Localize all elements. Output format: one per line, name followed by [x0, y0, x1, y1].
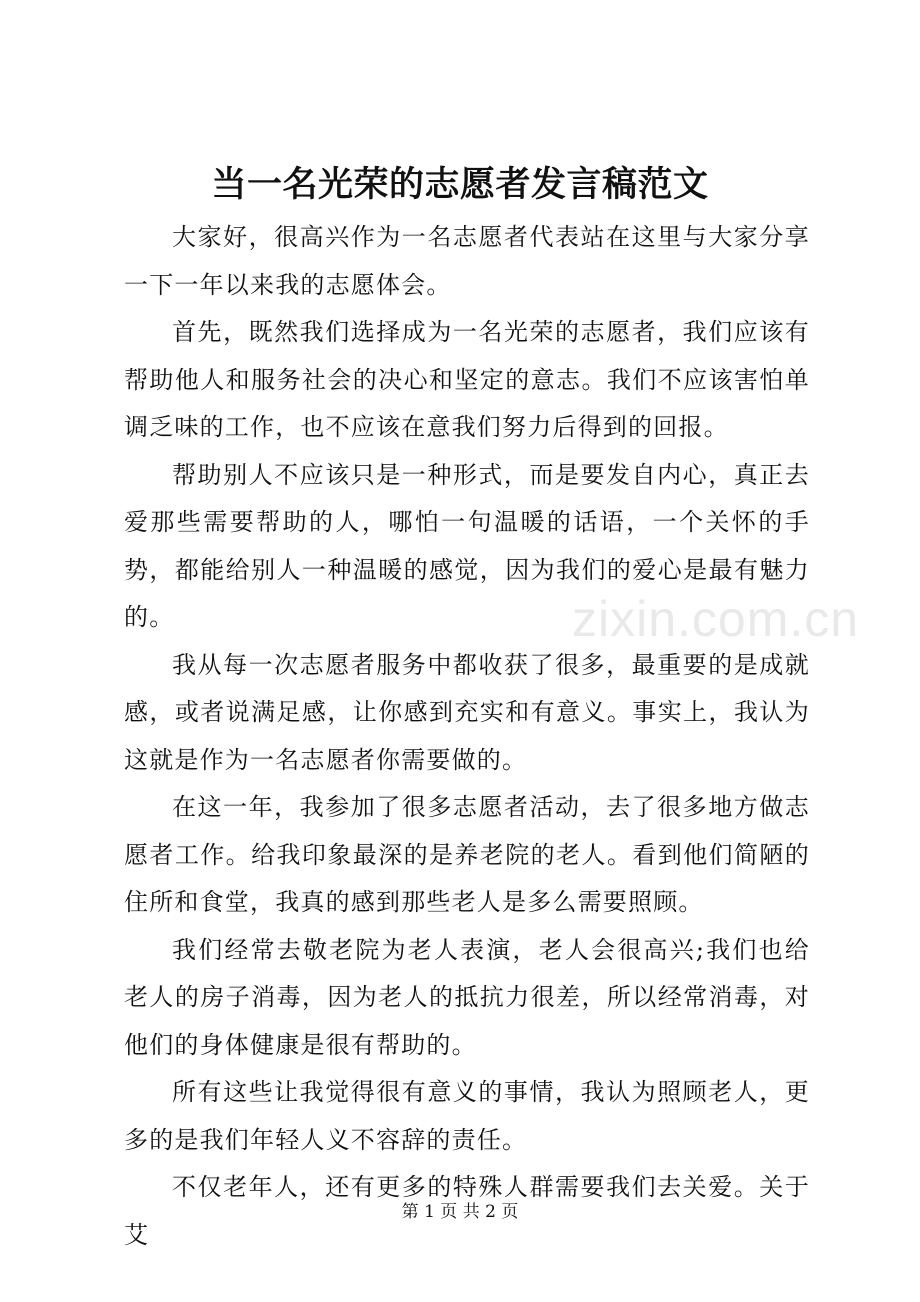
paragraph: 所有这些让我觉得很有意义的事情，我认为照顾老人，更多的是我们年轻人义不容辞的责任。	[124, 1078, 810, 1154]
page-footer: 第 1 页 共 2 页	[401, 1202, 519, 1222]
paragraph: 我从每一次志愿者服务中都收获了很多，最重要的是成就感，或者说满足感，让你感到充实和有意义。事实上，我认为这就是作为一名志愿者你需要做的。	[124, 650, 810, 774]
paragraph: 帮助别人不应该只是一种形式，而是要发自内心，真正去爱那些需要帮助的人，哪怕一句温暖的话语，一个关怀的手势，都能给别人一种温暖的感觉，因为我们的爱心是最有魅力的。	[124, 460, 810, 631]
paragraph: 首先，既然我们选择成为一名光荣的志愿者，我们应该有帮助他人和服务社会的决心和坚定的意志。我们不应该害怕单调乏味的工作，也不应该在意我们努力后得到的回报。	[124, 318, 810, 441]
watermark: zixin.com.cn	[572, 591, 860, 647]
paragraph: 我们经常去敬老院为老人表演，老人会很高兴;我们也给老人的房子消毒，因为老人的抵抗力很差，所以经常消毒，对他们的身体健康是很有帮助的。	[124, 935, 810, 1059]
document-body	[124, 214, 810, 1259]
paragraph: 大家好，很高兴作为一名志愿者代表站在这里与大家分享一下一年以来我的志愿体会。	[124, 223, 810, 299]
paragraph: 不仅老年人，还有更多的特殊人群需要我们去关爱。关于艾	[124, 1173, 810, 1249]
paragraph: 在这一年，我参加了很多志愿者活动，去了很多地方做志愿者工作。给我印象最深的是养老院的老人。看到他们简陋的住所和食堂，我真的感到那些老人是多么需要照顾。	[124, 793, 810, 916]
document-title: 当一名光荣的志愿者发言稿范文	[211, 164, 709, 205]
